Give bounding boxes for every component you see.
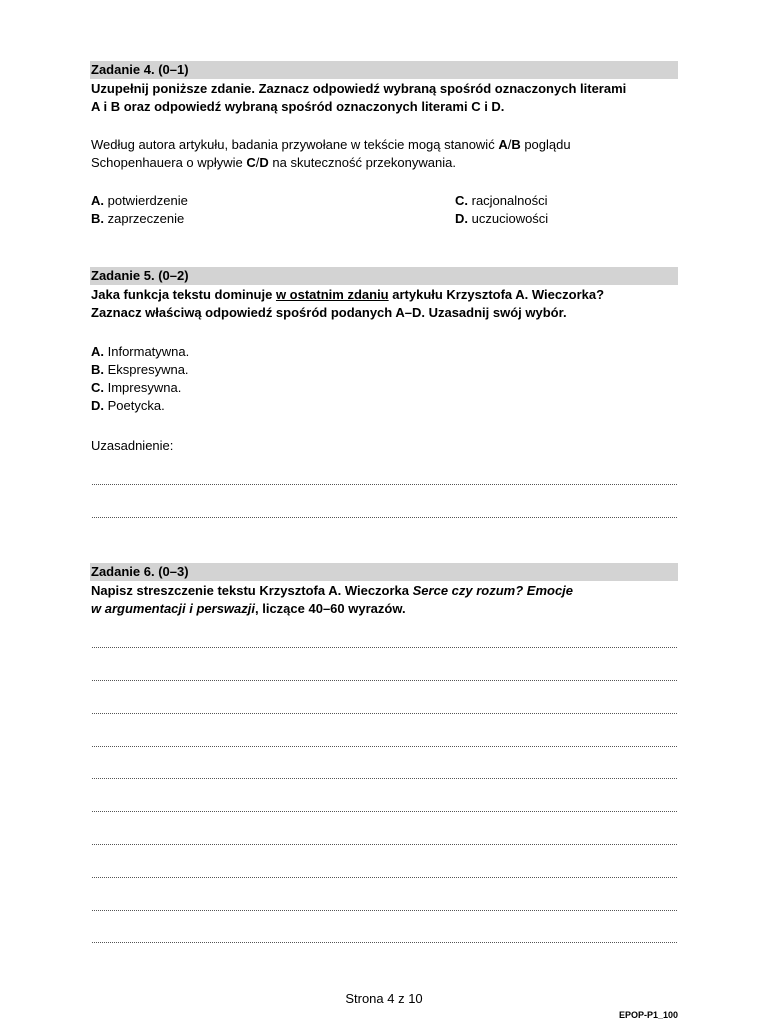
task5-question: Jaka funkcja tekstu dominuje w ostatnim zdaniu artykułu Krzysztofa A. Wieczorka? Zaznacz właściwą odpowiedź spośród podanych A–D. Uzasadnij swój wybór. (91, 286, 681, 322)
answer-line[interactable] (92, 844, 677, 847)
option-ref: D (259, 155, 269, 170)
task5-options (91, 343, 681, 415)
task4-sentence-text: Schopenhauera o wpływie (91, 155, 247, 170)
task4-instruction (91, 80, 681, 116)
page-number: Strona 4 z 10 (345, 991, 423, 1006)
task4-sentence-text: Według autora artykułu, badania przywołane w tekście mogą stanowić (91, 137, 499, 152)
task4-options-right (455, 192, 548, 228)
answer-line[interactable] (92, 746, 677, 749)
answer-line[interactable] (92, 811, 677, 814)
task5-option-a[interactable]: A. Informatywna. (91, 344, 190, 359)
task6-question: Napisz streszczenie tekstu Krzysztofa A. Wieczorka Serce czy rozum? Emocje w argumentacji i perswazji, liczące 40–60 wyrazów. (91, 583, 574, 616)
task4-option-a[interactable]: A. potwierdzenie (91, 193, 188, 208)
option-ref: B (511, 137, 521, 152)
slash: / (507, 137, 512, 152)
task5-option-d[interactable]: D. Poetycka. (91, 398, 165, 413)
task5-question-line2: Zaznacz właściwą odpowiedź spośród podanych A–D. Uzasadnij swój wybór. (91, 305, 567, 320)
option-ref: C (246, 155, 256, 170)
task4-instruction-line2: A i B oraz odpowiedź wybraną spośród oznaczonych literami C i D. (91, 99, 505, 114)
task6-title: Zadanie 6. (0–3) (90, 563, 678, 581)
underlined-phrase: w ostatnim zdaniu (275, 287, 389, 302)
answer-line[interactable] (92, 942, 677, 945)
slash: / (255, 155, 260, 170)
article-title: Serce czy rozum? Emocje (412, 583, 574, 598)
task4-option-d[interactable]: D. uczuciowości (455, 211, 549, 226)
task4-sentence (91, 136, 681, 172)
answer-line[interactable] (92, 877, 677, 880)
answer-line[interactable] (92, 910, 677, 913)
document-code: EPOP-P1_100 (618, 1010, 678, 1020)
answer-line[interactable] (92, 484, 677, 487)
answer-line[interactable] (92, 680, 677, 683)
answer-line[interactable] (92, 713, 677, 716)
answer-line[interactable] (92, 647, 677, 650)
task4-sentence-text: poglądu (520, 137, 571, 152)
task4-option-b[interactable]: B. zaprzeczenie (91, 211, 185, 226)
task5-title: Zadanie 5. (0–2) (90, 267, 678, 285)
task4-sentence-text: na skuteczność przekonywania. (268, 155, 456, 170)
task4-instruction-line1: Uzupełnij poniższe zdanie. Zaznacz odpowiedź wybraną spośród oznaczonych literami (91, 81, 627, 96)
task4-options-left (91, 192, 681, 228)
task4-title: Zadanie 4. (0–1) (90, 61, 678, 79)
task4-option-c[interactable]: C. racjonalności (455, 193, 548, 208)
answer-line[interactable] (92, 778, 677, 781)
option-ref: A (498, 137, 508, 152)
task5-option-b[interactable]: B. Ekspresywna. (91, 362, 189, 377)
task5-option-c[interactable]: C. Impresywna. (91, 380, 182, 395)
answer-line[interactable] (92, 517, 677, 520)
article-title: w argumentacji i perswazji (91, 601, 255, 616)
task5-justification-label: Uzasadnienie: (91, 438, 174, 453)
